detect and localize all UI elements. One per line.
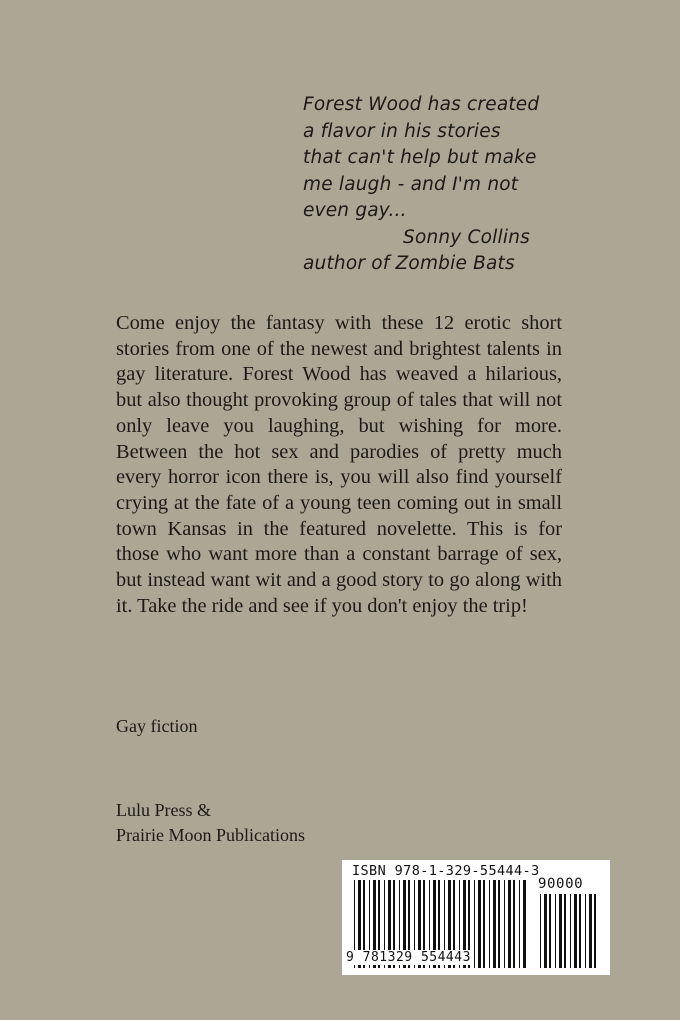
barcode-digits: 9 781329 554443: [346, 950, 471, 965]
barcode-bar: [493, 880, 496, 968]
barcode-bar: [508, 880, 511, 968]
publisher-info: [116, 798, 305, 848]
review-quote: [303, 92, 573, 278]
book-description: Come enjoy the fantasy with these 12 erotic short stories from one of the newest and brightest talents in gay literature. Forest Wood has weaved a hilarious, but also thought provoking group of tales that will not only leave you laughing, but wishing for more. Between the hot sex and parodies of pretty much every horror icon there is, you will also find yourself crying at the fate of a young teen coming out in small town Kansas in the featured novelette. This is for those who want more than a constant barrage of sex, but instead want wit and a good story to go along with it. Take the ride and see if you don't enjoy the trip!: [116, 312, 562, 617]
barcode-bar: [504, 880, 505, 968]
quote-line: a flavor in his stories: [303, 120, 501, 142]
barcode-bar: [513, 880, 515, 968]
barcode-bar: [559, 894, 562, 968]
quote-line: that can't help but make: [303, 147, 537, 168]
barcode-bar: [564, 894, 566, 968]
barcode-bar: [555, 894, 556, 968]
barcode-bar: [585, 894, 586, 968]
barcode-bar: [519, 880, 520, 968]
price-code: 90000: [538, 876, 584, 892]
barcode-bar: [498, 880, 500, 968]
quote-attribution-credit: author of Zombie Bats: [303, 253, 515, 274]
publisher-line: Lulu Press &: [116, 800, 212, 820]
barcode-bar: [589, 894, 592, 968]
isbn-label: ISBN 978-1-329-55444-3: [352, 863, 540, 879]
barcode-bar: [544, 894, 547, 968]
quote-line: even gay...: [303, 200, 407, 221]
quote-attribution-name: Sonny Collins: [403, 226, 530, 248]
barcode-bar: [474, 880, 475, 968]
addon-barcode-bars: [540, 894, 596, 968]
barcode-bar: [489, 880, 490, 968]
barcode-bar: [549, 894, 551, 968]
publisher-line: Prairie Moon Publications: [116, 825, 305, 845]
barcode-bar: [540, 894, 541, 968]
genre-label: Gay fiction: [116, 716, 198, 736]
barcode-bar: [570, 894, 571, 968]
barcode-bar: [574, 894, 577, 968]
barcode-bar: [579, 894, 581, 968]
barcode-bar: [483, 880, 485, 968]
barcode-bar: [594, 894, 596, 968]
quote-line: me laugh - and I'm not: [303, 173, 519, 195]
barcode-bar: [478, 880, 481, 968]
quote-line: Forest Wood has created: [303, 94, 540, 115]
barcode-bar: [523, 880, 526, 968]
isbn-barcode: [342, 860, 610, 975]
